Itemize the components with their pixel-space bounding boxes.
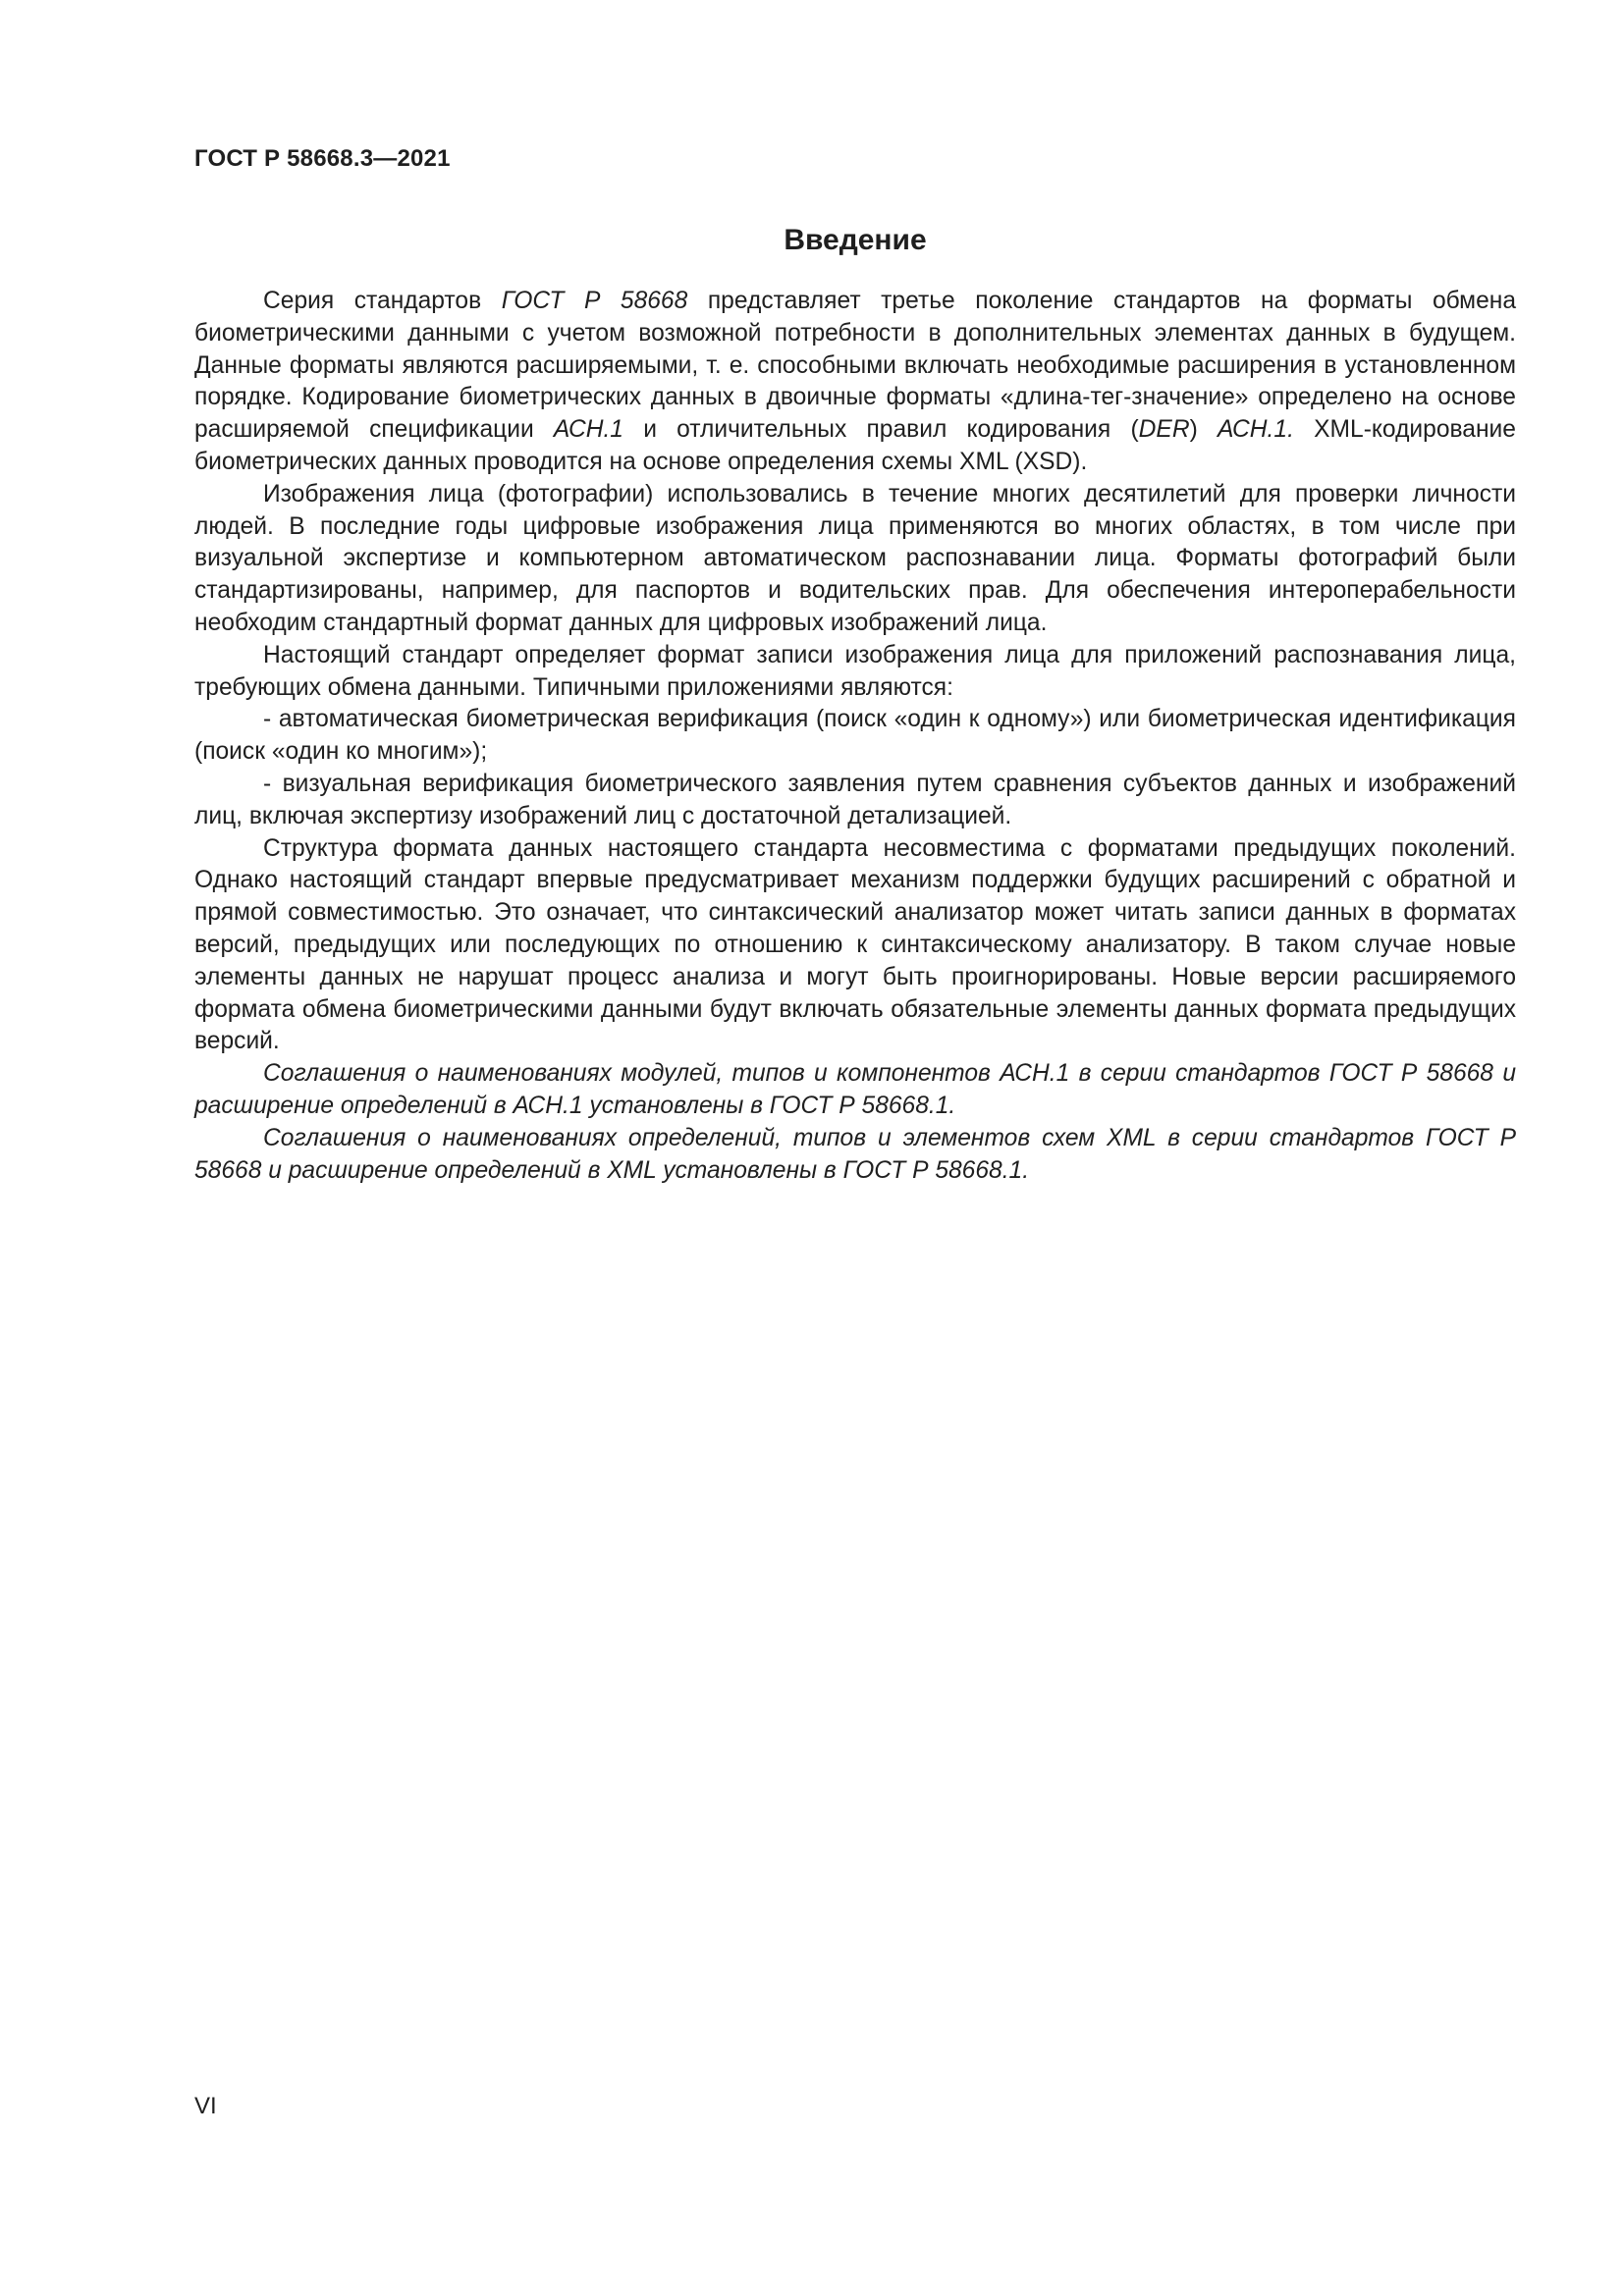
paragraph-1-text-g: ) bbox=[1189, 416, 1218, 444]
list-item-automatic-verification: - автоматическая биометрическая верификация (поиск «один к одному») или биометрическая идентификация (поиск «один ко многим»); bbox=[194, 706, 1516, 766]
paragraph-1-asn1-ref-2: АСН.1. bbox=[1218, 416, 1294, 444]
paragraph-3: Настоящий стандарт определяет формат записи изображения лица для приложений распознавания лица, требующих обмена данными. Типичными приложениями являются: bbox=[194, 641, 1516, 701]
paragraph-1 bbox=[194, 286, 1516, 479]
paragraph-6: Структура формата данных настоящего стандарта несовместима с форматами предыдущих поколений. Однако настоящий стандарт впервые предусматривает механизм поддержки будущих расширений с обратной и прямой совместимостью. Это означает, что синтаксический анализатор может читать записи данных в форматах версий, предыдущих или последующих по отношению к синтаксическому анализатору. В таком случае новые элементы данных не нарушат процесс анализа и могут быть проигнорированы. Новые версии расширяемого формата обмена биометрическими данными будут включать обязательные элементы данных формата предыдущих версий. bbox=[194, 834, 1516, 1055]
paragraph-1-text-i: XML-кодирование биометрических данных проводится на основе определения схемы XML (XSD). bbox=[194, 416, 1516, 475]
paragraph-1-text-e: и отличительных правил кодирования ( bbox=[623, 416, 1139, 444]
paragraph-1-text-c: представляет третье поколение стандартов на форматы обмена биометрическими данными с учетом возможной потребности в дополнительных элементах данных в будущем. Данные форматы являются расширяемыми, т. е. способными включать необходимые расширения в установленном порядке. Кодирование биометрических данных в двоичные форматы «длина-тег-значение» определено на основе расширяемой спецификации bbox=[194, 288, 1517, 444]
page-number: VI bbox=[194, 2093, 217, 2119]
paragraph-2: Изображения лица (фотографии) использовались в течение многих десятилетий для проверки личности людей. В последние годы цифровые изображения лица применяются во многих областях, в том числе при визуальной экспертизе и компьютерном автоматическом распознавании лица. Форматы фотографий были стандартизированы, например, для паспортов и водительских прав. Для обеспечения интероперабельности необходим стандартный формат данных для цифровых изображений лица. bbox=[194, 480, 1516, 636]
paragraph-1-der-ref: DER bbox=[1138, 416, 1190, 444]
list-item-visual-verification: - визуальная верификация биометрического заявления путем сравнения субъектов данных и изображений лиц, включая экспертизу изображений лиц с достаточной детализацией. bbox=[194, 770, 1516, 829]
paragraph-8-xml-conventions: Соглашения о наименованиях определений, типов и элементов схем XML в серии стандартов ГОСТ Р 58668 и расширение определений в XML установлены в ГОСТ Р 58668.1. bbox=[194, 1124, 1516, 1184]
paragraph-1-standard-ref: ГОСТ Р 58668 bbox=[501, 288, 688, 314]
body-text bbox=[194, 286, 1516, 1187]
section-title: Введение bbox=[784, 224, 927, 256]
paragraph-7-asn1-conventions: Соглашения о наименованиях модулей, типов и компонентов АСН.1 в серии стандартов ГОСТ Р 58668 и расширение определений в АСН.1 установлены в ГОСТ Р 58668.1. bbox=[194, 1060, 1516, 1119]
paragraph-1-asn1-ref: АСН.1 bbox=[553, 416, 623, 444]
paragraph-1-text-a: Серия стандартов bbox=[263, 288, 502, 314]
document-code: ГОСТ Р 58668.3—2021 bbox=[194, 145, 451, 172]
